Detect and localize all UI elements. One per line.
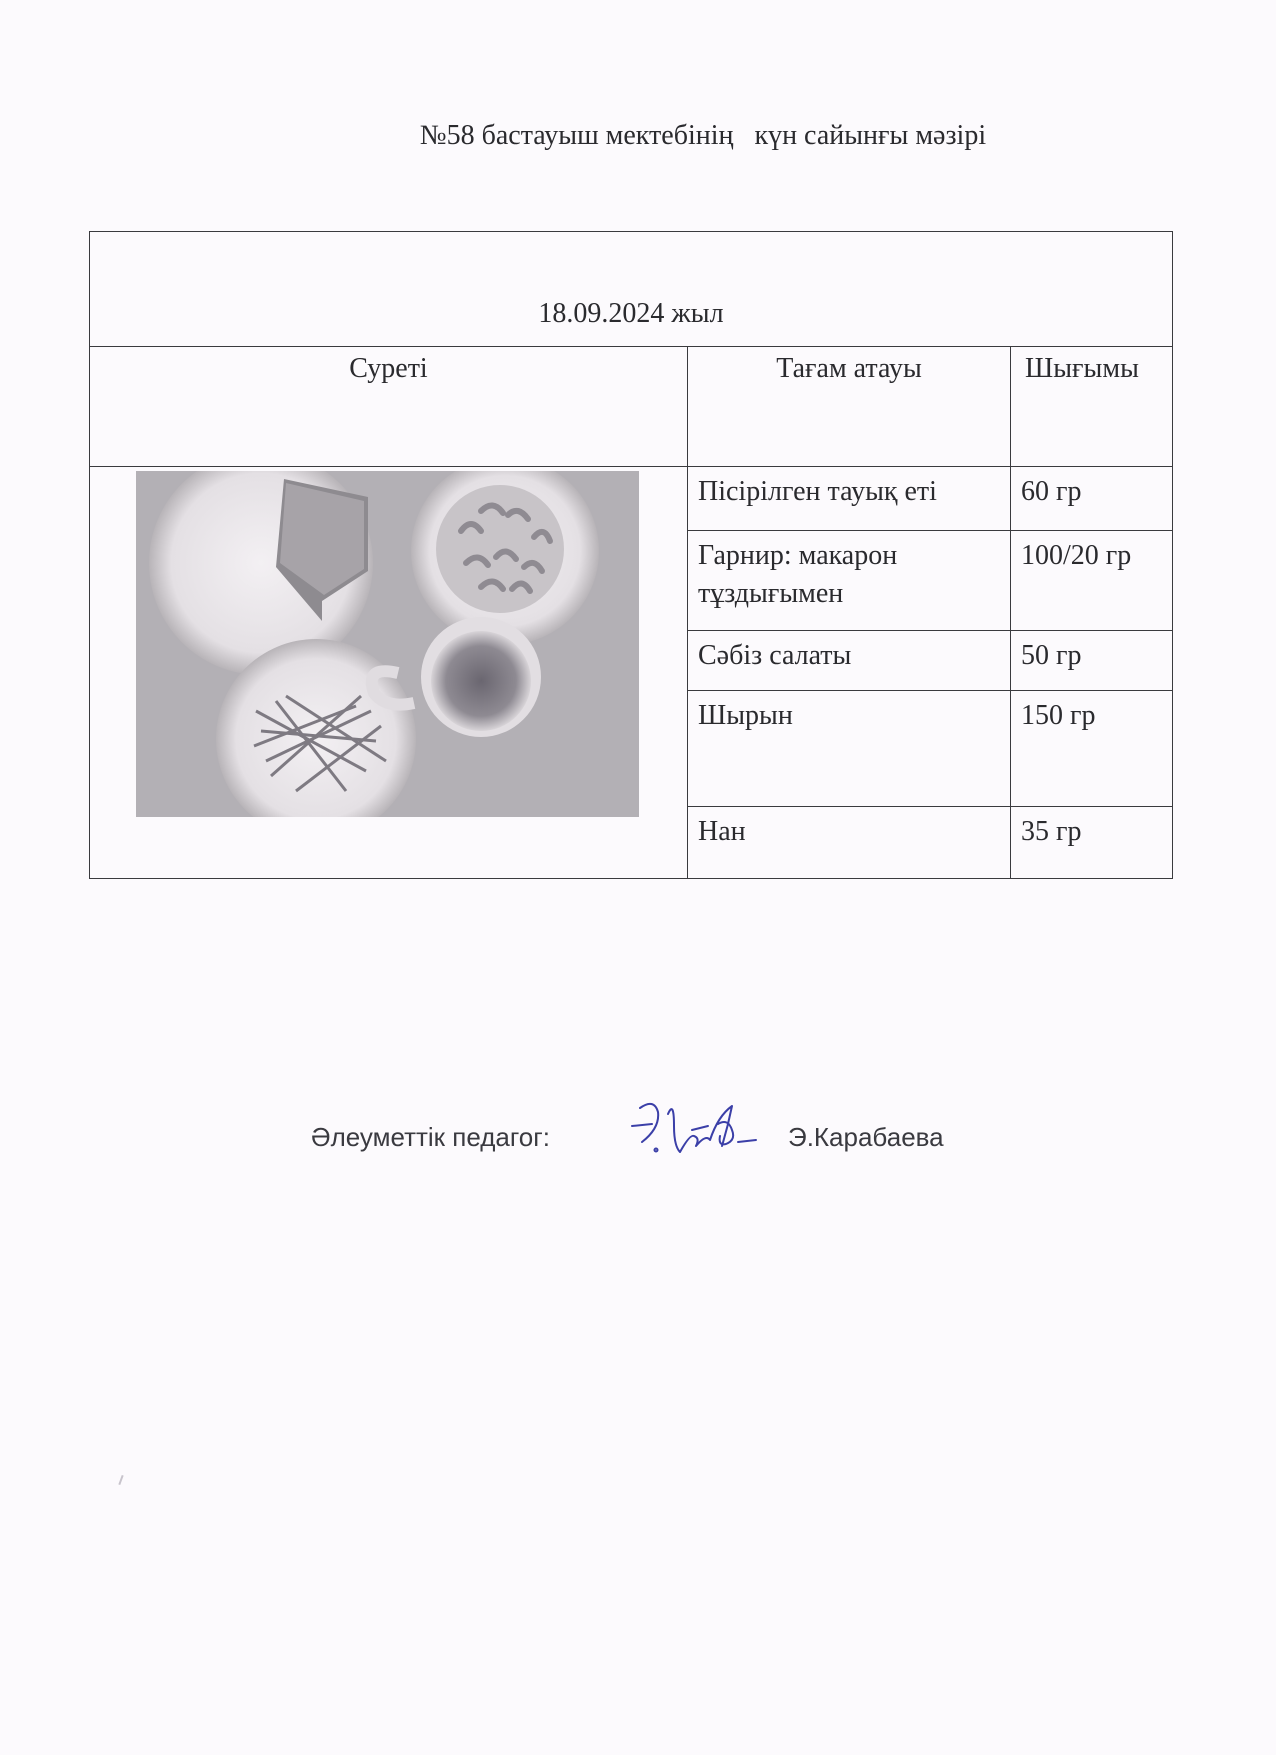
dish-output: 60 гр bbox=[1011, 467, 1173, 531]
header-output: Шығымы bbox=[1011, 347, 1173, 467]
scan-speck bbox=[118, 1475, 123, 1485]
dish-name: Сәбіз салаты bbox=[688, 631, 1011, 691]
menu-table bbox=[89, 231, 1173, 879]
dish-name: Нан bbox=[688, 807, 1011, 879]
handwritten-signature bbox=[622, 1080, 782, 1170]
meal-photo-cell bbox=[90, 467, 688, 879]
meal-photo bbox=[136, 471, 639, 817]
dish-name: Шырын bbox=[688, 691, 1011, 807]
dish-output: 150 гр bbox=[1011, 691, 1173, 807]
dish-output: 35 гр bbox=[1011, 807, 1173, 879]
header-row bbox=[90, 347, 1173, 467]
dish-output: 50 гр bbox=[1011, 631, 1173, 691]
menu-date: 18.09.2024 жыл bbox=[90, 232, 1173, 347]
date-row bbox=[90, 232, 1173, 347]
signatory-name: Э.Карабаева bbox=[788, 1122, 944, 1152]
signatory-role: Әлеуметтік педагог: bbox=[311, 1122, 550, 1152]
table-row bbox=[90, 467, 1173, 531]
dish-name: Пісірілген тауық еті bbox=[688, 467, 1011, 531]
header-dish-name: Тағам атауы bbox=[688, 347, 1011, 467]
dish-output: 100/20 гр bbox=[1011, 531, 1173, 631]
header-photo: Суреті bbox=[90, 347, 688, 467]
page-title: №58 бастауыш мектебінің күн сайынғы мәзірі bbox=[419, 120, 987, 151]
dish-name: Гарнир: макарон тұздығымен bbox=[688, 531, 1011, 631]
